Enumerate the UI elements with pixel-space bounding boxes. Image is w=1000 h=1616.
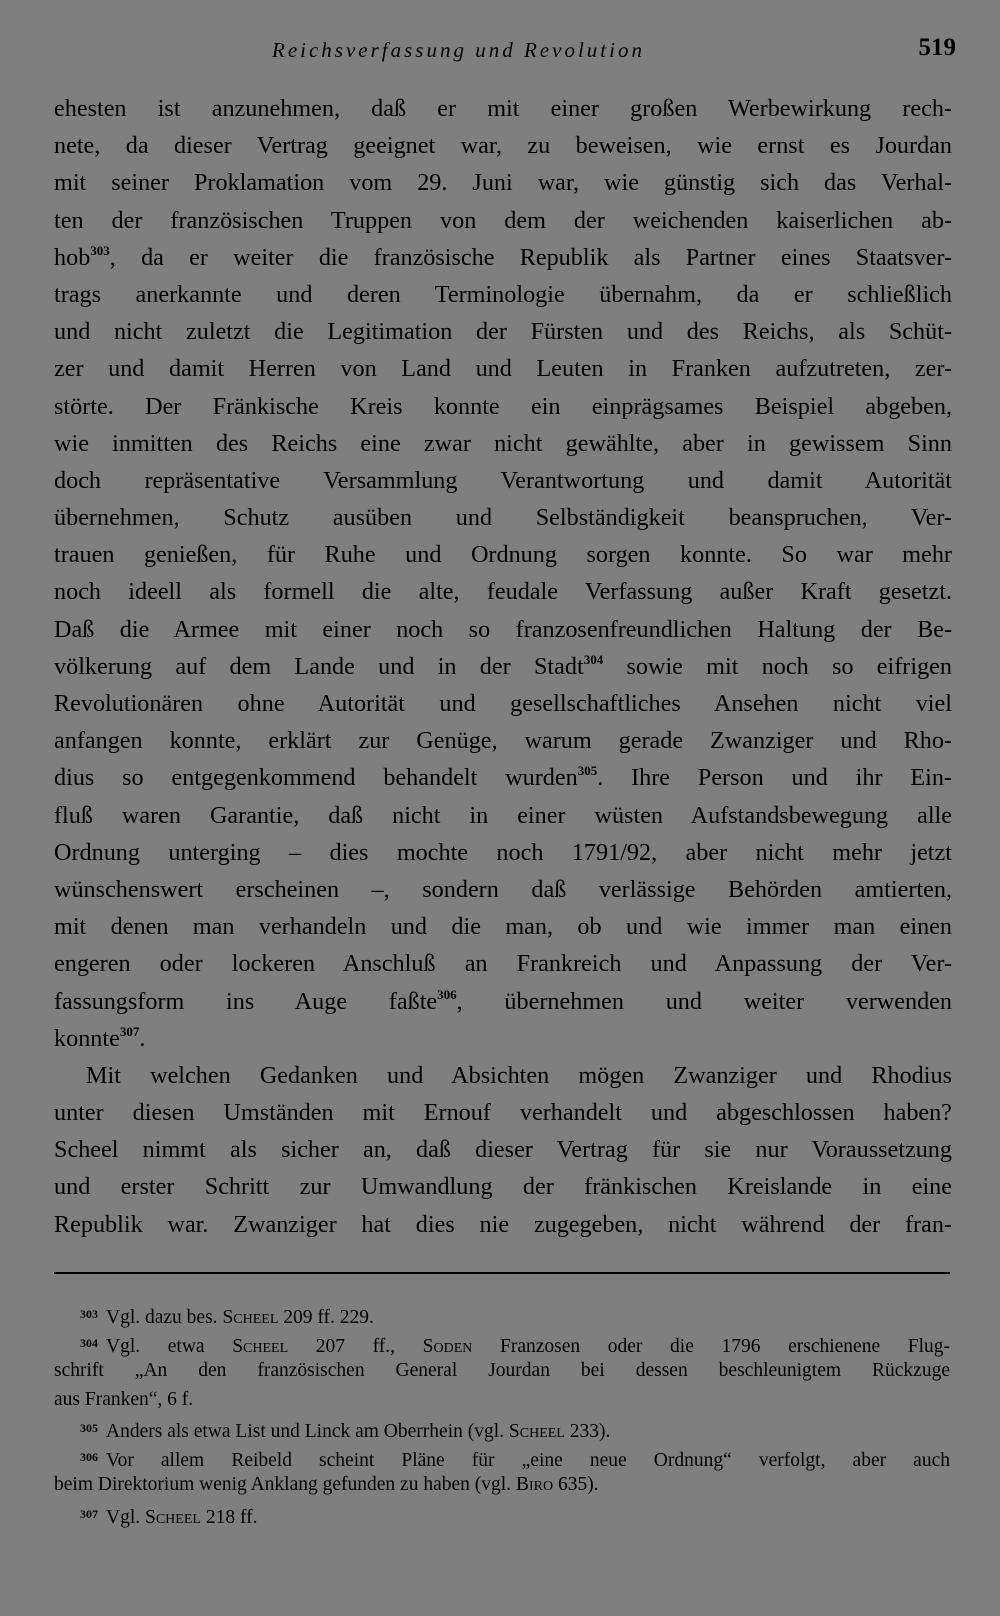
text-segment: , übernehmen und weiter verwenden <box>456 987 952 1015</box>
footnote-303 <box>54 1300 950 1329</box>
footnote-text: 218 ff. <box>200 1506 258 1528</box>
footnote-number: 307 <box>80 1506 98 1521</box>
text-line: Republik war. Zwanziger hat dies nie zugegeben, nicht während der fran- <box>54 1210 952 1238</box>
text-segment: konnte <box>54 1024 120 1052</box>
footnote-text: 233). <box>564 1421 611 1442</box>
footnote-text: Franzosen oder die 1796 erschienene Flug- <box>472 1335 950 1357</box>
footnote-number: 306 <box>80 1449 98 1464</box>
text-line: störte. Der Fränkische Kreis konnte ein einprägsames Beispiel abgeben, <box>54 392 952 420</box>
text-segment: dius so entgegenkommend behandelt wurden <box>54 764 578 792</box>
footnote-text: 207 ff., <box>288 1335 423 1357</box>
text-line: und nicht zuletzt die Legitimation der Fürsten und des Reichs, als Schüt- <box>54 318 952 346</box>
footnote-divider <box>54 1272 950 1274</box>
footnote-307 <box>54 1500 950 1529</box>
author-name: Soden <box>422 1335 473 1357</box>
author-name: Scheel <box>145 1506 201 1528</box>
text-line: übernehmen, Schutz ausüben und Selbständigkeit beanspruchen, Ver- <box>54 504 952 532</box>
author-name: Biro <box>515 1474 554 1495</box>
text-line: ehesten ist anzunehmen, daß er mit einer großen Werbewirkung rech- <box>54 95 952 122</box>
text-line: fluß waren Garantie, daß nicht in einer wüsten Aufstandsbewegung alle <box>54 801 952 829</box>
text-line <box>54 239 952 276</box>
footnote-ref: 305 <box>577 763 598 779</box>
footnote-text: beim Direktorium wenig Anklang gefunden zu haben (vgl. <box>54 1474 516 1495</box>
text-line: nete, da dieser Vertrag geeignet war, zu beweisen, wie ernst es Jourdan <box>54 132 952 160</box>
footnote-number: 303 <box>80 1307 98 1321</box>
footnote-ref: 307 <box>119 1023 140 1039</box>
text-line: anfangen konnte, erklärt zur Genüge, warum gerade Zwanziger und Rho- <box>54 727 952 755</box>
text-line: wünschenswert erscheinen –, sondern daß verlässige Behörden amtierten, <box>54 875 952 903</box>
text-line: wie inmitten des Reichs eine zwar nicht gewählte, aber in gewissem Sinn <box>54 429 952 457</box>
footnote-line: schrift „An den französischen General Jourdan bei dessen beschleunigtem Rückzuge <box>54 1360 950 1381</box>
footnote-text: Vgl. etwa <box>106 1335 233 1357</box>
footnote-305 <box>54 1414 950 1443</box>
text-line: mit seiner Proklamation vom 29. Juni war, wie günstig sich das Verhal- <box>54 169 952 197</box>
running-title: Reichsverfassung und Revolution <box>272 38 645 62</box>
footnote-text: Anders als etwa List und Linck am Oberrhein (vgl. <box>106 1421 509 1442</box>
text-line: Revolutionären ohne Autorität und gesellschaftliches Ansehen nicht viel <box>54 690 952 717</box>
text-segment: , da er weiter die französische Republik als Partner eines Staatsver- <box>109 243 952 271</box>
footnote-text: Vgl. <box>106 1506 145 1528</box>
text-segment: fassungsform ins Auge faßte <box>54 987 438 1015</box>
text-segment: . Ihre Person und ihr Ein- <box>597 764 952 792</box>
footnote-number: 305 <box>80 1421 98 1435</box>
text-line: Ordnung unterging – dies mochte noch 1791/92, aber nicht mehr jetzt <box>54 838 952 866</box>
footnote-line <box>54 1471 950 1500</box>
text-segment: völkerung auf dem Lande und in der Stadt <box>54 652 584 680</box>
text-line: ten der französischen Truppen von dem der weichenden kaiserlichen ab- <box>54 206 952 234</box>
text-line: Scheel nimmt als sicher an, daß dieser Vertrag für sie nur Voraussetzung <box>54 1136 952 1164</box>
author-name: Scheel <box>232 1335 289 1357</box>
author-name: Scheel <box>222 1307 279 1328</box>
footnote-306 <box>54 1443 950 1472</box>
main-text <box>54 90 952 1243</box>
text-line: trauen genießen, für Ruhe und Ordnung sorgen konnte. So war mehr <box>54 541 952 569</box>
text-line: zer und damit Herren von Land und Leuten in Franken aufzutreten, zer- <box>54 355 952 383</box>
page-header <box>52 34 956 74</box>
footnote-text: Vgl. dazu bes. <box>106 1307 223 1328</box>
text-line: noch ideell als formell die alte, feudale Verfassung außer Kraft gesetzt. <box>54 578 952 606</box>
author-name: Scheel <box>508 1421 565 1442</box>
footnote-text: 635). <box>553 1474 599 1495</box>
text-line: und erster Schritt zur Umwandlung der fränkischen Kreislande in eine <box>54 1173 952 1201</box>
footnotes <box>54 1300 950 1528</box>
footnote-text: 209 ff. 229. <box>278 1307 374 1328</box>
text-line: trags anerkannte und deren Terminologie übernahm, da er schließlich <box>54 280 952 308</box>
footnote-ref: 303 <box>90 242 110 258</box>
footnote-line: aus Franken“, 6 f. <box>54 1388 194 1410</box>
text-line: Daß die Armee mit einer noch so franzosenfreundlichen Haltung der Be- <box>54 615 952 643</box>
text-line: engeren oder lockeren Anschluß an Frankreich und Anpassung der Ver- <box>54 950 952 978</box>
page-number: 519 <box>918 34 956 61</box>
text-line: doch repräsentative Versammlung Verantwortung und damit Autorität <box>54 466 952 494</box>
text-segment: hob <box>54 243 91 271</box>
text-line <box>54 983 952 1020</box>
text-line: unter diesen Umständen mit Ernouf verhandelt und abgeschlossen haben? <box>54 1099 952 1127</box>
footnote-ref: 306 <box>437 986 457 1002</box>
text-line: mit denen man verhandeln und die man, ob und wie immer man einen <box>54 913 952 941</box>
text-line <box>54 648 952 685</box>
footnote-ref: 304 <box>583 651 604 667</box>
footnote-text: Vor allem Reibeld scheint Pläne für „eine neue Ordnung“ verfolgt, aber auch <box>106 1449 950 1471</box>
text-line <box>54 759 952 796</box>
footnote-304 <box>54 1329 950 1358</box>
text-line <box>54 1020 952 1057</box>
text-line: Mit welchen Gedanken und Absichten mögen Zwanziger und Rhodius <box>86 1061 952 1089</box>
text-segment: . <box>139 1024 146 1052</box>
footnote-number: 304 <box>80 1335 98 1350</box>
text-segment: sowie mit noch so eifrigen <box>603 652 952 680</box>
